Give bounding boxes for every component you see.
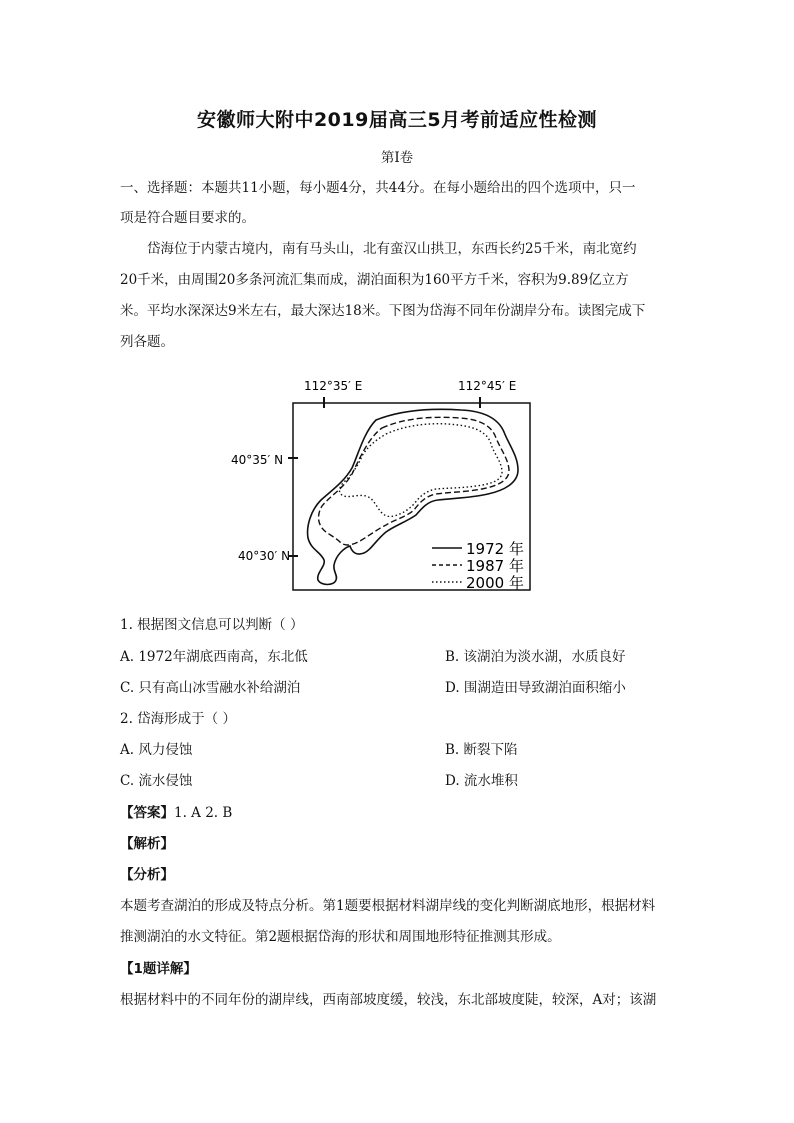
q1-option-b: B. 该湖泊为淡水湖，水质良好 [445,649,626,665]
q2-option-d: D. 流水堆积 [445,773,518,789]
intro-line-1: 一、选择题：本题共11小题，每小题4分，共44分。在每小题给出的四个选项中，只一 [120,180,636,196]
lat-label-bottom: 40°30′ N [238,549,291,563]
intro-line-2: 项是符合题目要求的。 [120,210,255,226]
fenxi-heading: 【分析】 [120,867,174,883]
fenxi-line-2: 推测湖泊的水文特征。第2题根据岱海的形状和周围地形特征推测其形成。 [120,929,561,945]
legend-label-2000: 2000 年 [466,574,524,592]
answer-text: 1. A 2. B [174,805,233,821]
answer-label: 【答案】 [120,805,174,821]
lat-label-top: 40°35′ N [231,453,284,467]
answer-row [120,801,232,821]
passage-line-3: 米。平均水深深达9米左右，最大深达18米。下图为岱海不同年份湖岸分布。读图完成下 [120,303,646,319]
q1-option-a: A. 1972年湖底西南高，东北低 [120,649,308,665]
passage-line-1: 岱海位于内蒙古境内，南有马头山，北有蛮汉山拱卫，东西长约25千米，南北宽约 [147,241,637,257]
legend-label-1972: 1972 年 [466,540,524,558]
q1-option-c: C. 只有高山冰雪融水补给湖泊 [120,680,301,696]
fenxi-line-1: 本题考查湖泊的形成及特点分析。第1题要根据材料湖岸线的变化判断湖底地形，根据材料 [120,898,656,914]
page-title: 安徽师大附中2019届高三5月考前适应性检测 [196,109,598,131]
map-legend [432,540,524,592]
lake-shoreline-map [226,370,546,594]
q1-stem: 1. 根据图文信息可以判断（ ） [120,617,304,633]
q2-option-c: C. 流水侵蚀 [120,773,193,789]
q2-option-b: B. 断裂下陷 [445,742,518,758]
section-heading: 第Ⅰ卷 [380,150,414,166]
analysis-heading: 【解析】 [120,836,174,852]
q2-option-a: A. 风力侵蚀 [120,742,193,758]
passage-line-4: 列各题。 [120,334,174,350]
shoreline-1987 [319,417,509,545]
detail-heading: 【1题详解】 [120,961,197,977]
lon-label-left: 112°35′ E [304,379,363,393]
q1-option-d: D. 围湖造田导致湖泊面积缩小 [445,680,626,696]
legend-label-1987: 1987 年 [466,557,524,575]
lon-label-right: 112°45′ E [458,379,517,393]
passage-line-2: 20千米，由周围20多条河流汇集而成，湖泊面积为160平方千米，容积为9.89亿立方 [120,272,629,288]
q2-stem: 2. 岱海形成于（ ） [120,711,236,727]
detail-line-1: 根据材料中的不同年份的湖岸线，西南部坡度缓，较浅，东北部坡度陡，较深，A对；该湖 [120,992,657,1008]
